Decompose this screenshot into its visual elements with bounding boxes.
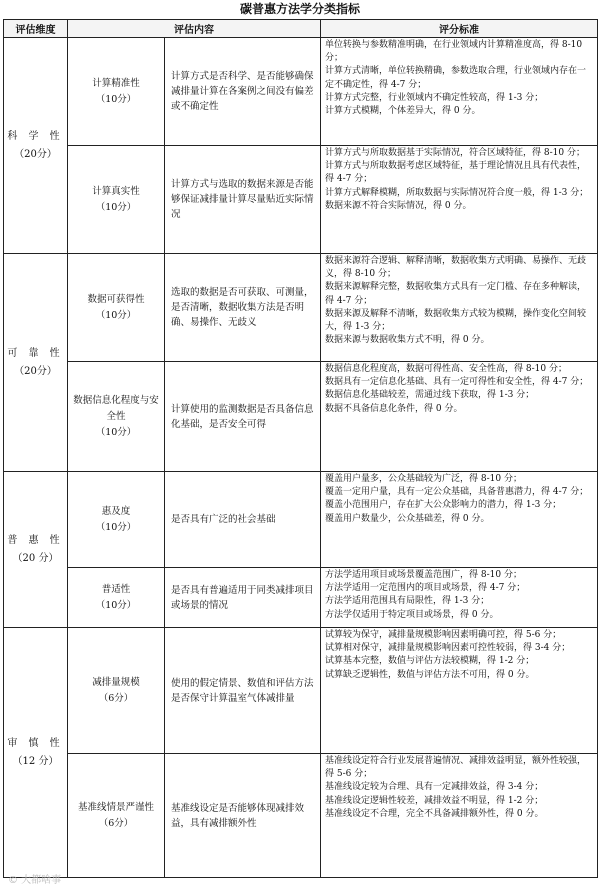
- watermark: © 大都啥事: [8, 875, 62, 886]
- criteria-line: 方法学适用项目或场景覆盖范围广，得 8-10 分；: [325, 570, 522, 580]
- subitem-name: 数据信息化程度与安全性: [73, 394, 159, 422]
- content-cell: 计算使用的监测数据是否具备信息化基础，是否安全可得: [165, 362, 321, 472]
- header-dimension: 评估维度: [4, 20, 68, 38]
- header-content: 评估内容: [68, 20, 321, 38]
- dimension-cell: [4, 472, 68, 628]
- criteria-line: 数据具有一定信息化基础、具有一定可得性和安全性，得 4-7 分；: [325, 377, 589, 388]
- criteria-cell: [321, 472, 598, 568]
- criteria-cell: [321, 568, 598, 628]
- criteria-line: 数据来源及解释不清晰，数据收集方式较为模糊，操作变化空间较大，得 1-3 分；: [325, 308, 587, 333]
- criteria-line: 基准线设定逻辑性较差，减排效益不明显，得 1-2 分；: [325, 795, 544, 806]
- content-cell: 是否具有广泛的社会基础: [165, 472, 321, 568]
- subitem-name: 计算真实性: [92, 185, 140, 197]
- table-row: [4, 38, 598, 146]
- dimension-score: （20分）: [14, 148, 57, 160]
- criteria-cell: [321, 754, 598, 878]
- table-header-row: [4, 20, 598, 38]
- subitem-cell: [68, 628, 165, 754]
- subitem-name: 计算精准性: [92, 77, 140, 89]
- dimension-cell: [4, 38, 68, 254]
- criteria-line: 计算方式与所取数据基于实际情况，符合区域特征，得 8-10 分；: [325, 148, 585, 158]
- criteria-line: 基准线设定符合行业发展普遍情况、减排效益明显，额外性较强，得 5-6 分；: [325, 756, 587, 780]
- dimension-score: （12 分）: [12, 755, 59, 767]
- subitem-name: 惠及度: [101, 505, 131, 517]
- criteria-line: 计算方式清晰，单位转换精确，参数选取合理，行业领域内存在一定不确定性，得 4-7 分；: [325, 66, 587, 90]
- criteria-cell: [321, 628, 598, 754]
- dimension-name: 科 学 性: [7, 130, 64, 142]
- content-cell: 使用的假定情景、数值和评估方法是否保守计算温室气体减排量: [165, 628, 321, 754]
- subitem-name: 基准线情景严谨性: [77, 801, 154, 813]
- subitem-name: 普适性: [101, 583, 131, 595]
- subitem-cell: [68, 754, 165, 878]
- criteria-line: 计算方式模糊，个体差异大，得 0 分。: [325, 106, 481, 117]
- dimension-name: 可 靠 性: [7, 347, 64, 359]
- criteria-line: 覆盖用户量多，公众基础较为广泛，得 8-10 分；: [325, 474, 522, 484]
- subitem-name: 数据可获得性: [87, 293, 145, 305]
- table-row: [4, 146, 598, 254]
- criteria-line: 覆盖用户数量少，公众基础差，得 0 分。: [325, 513, 490, 524]
- table-row: [4, 472, 598, 568]
- subitem-score: （10分）: [95, 309, 137, 321]
- criteria-line: 覆盖一定用户量，具有一定公众基础，具备普惠潜力，得 4-7 分；: [325, 487, 589, 498]
- criteria-line: 数据信息化程度高，数据可得性高、安全性高，得 8-10 分；: [325, 364, 567, 374]
- criteria-line: 数据来源解释完整，数据收集方式具有一定门槛、存在多种解读，得 4-7 分；: [325, 282, 587, 306]
- subitem-cell: [68, 146, 165, 254]
- criteria-cell: [321, 254, 598, 362]
- criteria-line: 试算较为保守，减排量规模影响因素明确可控，得 5-6 分；: [325, 630, 562, 640]
- criteria-line: 基准线设定不合理，完全不具备减排额外性，得 0 分。: [325, 808, 544, 819]
- criteria-line: 计算方式完整，行业领域内不确定性较高，得 1-3 分；: [325, 92, 544, 103]
- table-row: [4, 754, 598, 878]
- criteria-line: 方法学适用范围具有局限性，得 1-3 分；: [325, 596, 490, 607]
- subitem-score: （6分）: [98, 817, 134, 829]
- criteria-line: 数据不具备信息化条件，得 0 分。: [325, 403, 463, 414]
- criteria-line: 数据来源与数据收集方式不明，得 0 分。: [325, 335, 490, 346]
- criteria-line: 方法学仅适用于特定项目或场景，得 0 分。: [325, 609, 499, 620]
- table-row: [4, 254, 598, 362]
- subitem-name: 减排量规模: [92, 676, 140, 688]
- criteria-cell: [321, 146, 598, 254]
- header-criteria: 评分标准: [321, 20, 598, 38]
- criteria-line: 试算相对保守，减排量规模影响因素可控性较弱，得 3-4 分；: [325, 643, 571, 654]
- subitem-cell: [68, 38, 165, 146]
- content-cell: 是否具有普遍适用于同类减排项目或场景的情况: [165, 568, 321, 628]
- criteria-cell: [321, 38, 598, 146]
- subitem-cell: [68, 362, 165, 472]
- criteria-line: 数据来源不符合实际情况，得 0 分。: [325, 200, 472, 211]
- criteria-line: 试算基本完整，数值与评估方法较模糊，得 1-2 分；: [325, 656, 535, 667]
- subitem-score: （10分）: [95, 521, 137, 533]
- criteria-cell: [321, 362, 598, 472]
- content-cell: 计算方式是否科学、是否能够确保减排量计算在各案例之间没有偏差或不确定性: [165, 38, 321, 146]
- subitem-score: （10分）: [95, 93, 137, 105]
- criteria-line: 计算方式与所取数据考虑区域特征，基于理论情况且具有代表性，得 4-7 分；: [325, 161, 587, 185]
- subitem-cell: [68, 254, 165, 362]
- content-cell: 基准线设定是否能够体现减排效益，具有减排额外性: [165, 754, 321, 878]
- content-cell: 选取的数据是否可获取、可测量，是否清晰，数据收集方法是否明确、易操作、无歧义: [165, 254, 321, 362]
- criteria-line: 覆盖小范围用户，存在扩大公众影响力的潜力，得 1-3 分；: [325, 500, 562, 511]
- dimension-name: 普 惠 性: [7, 534, 64, 546]
- table-row: [4, 362, 598, 472]
- dimension-name: 审 慎 性: [7, 737, 64, 749]
- criteria-line: 基准线设定较为合理、具有一定减排效益，得 3-4 分；: [325, 782, 544, 793]
- criteria-line: 数据信息化基础较差，需通过线下获取，得 1-3 分；: [325, 390, 535, 401]
- dimension-score: （20分）: [14, 365, 57, 377]
- dimension-cell: [4, 254, 68, 472]
- criteria-line: 数据来源符合逻辑、解释清晰，数据收集方式明确、易操作、无歧义，得 8-10 分；: [325, 256, 587, 280]
- criteria-line: 方法学适用一定范围内的项目或场景，得 4-7 分；: [325, 583, 526, 594]
- criteria-line: 单位转换与参数精准明确，在行业领域内计算精准度高，得 8-10 分；: [325, 40, 583, 64]
- subitem-cell: [68, 568, 165, 628]
- subitem-score: （6分）: [98, 692, 134, 704]
- subitem-cell: [68, 472, 165, 568]
- page-title: 碳普惠方法学分类指标: [239, 2, 360, 16]
- content-cell: 计算方式与选取的数据来源是否能够保证减排量计算尽量贴近实际情况: [165, 146, 321, 254]
- indicator-table: [3, 19, 598, 878]
- criteria-line: 试算缺乏逻辑性，数值与评估方法不可用，得 0 分。: [325, 669, 535, 680]
- table-row: [4, 568, 598, 628]
- subitem-score: （10分）: [95, 599, 137, 611]
- dimension-cell: [4, 628, 68, 878]
- criteria-line: 计算方式解释模糊，所取数据与实际情况符合度一般，得 1-3 分；: [325, 187, 589, 198]
- table-row: [4, 628, 598, 754]
- subitem-score: （10分）: [95, 426, 137, 438]
- dimension-score: （20 分）: [12, 552, 59, 564]
- subitem-score: （10分）: [95, 201, 137, 213]
